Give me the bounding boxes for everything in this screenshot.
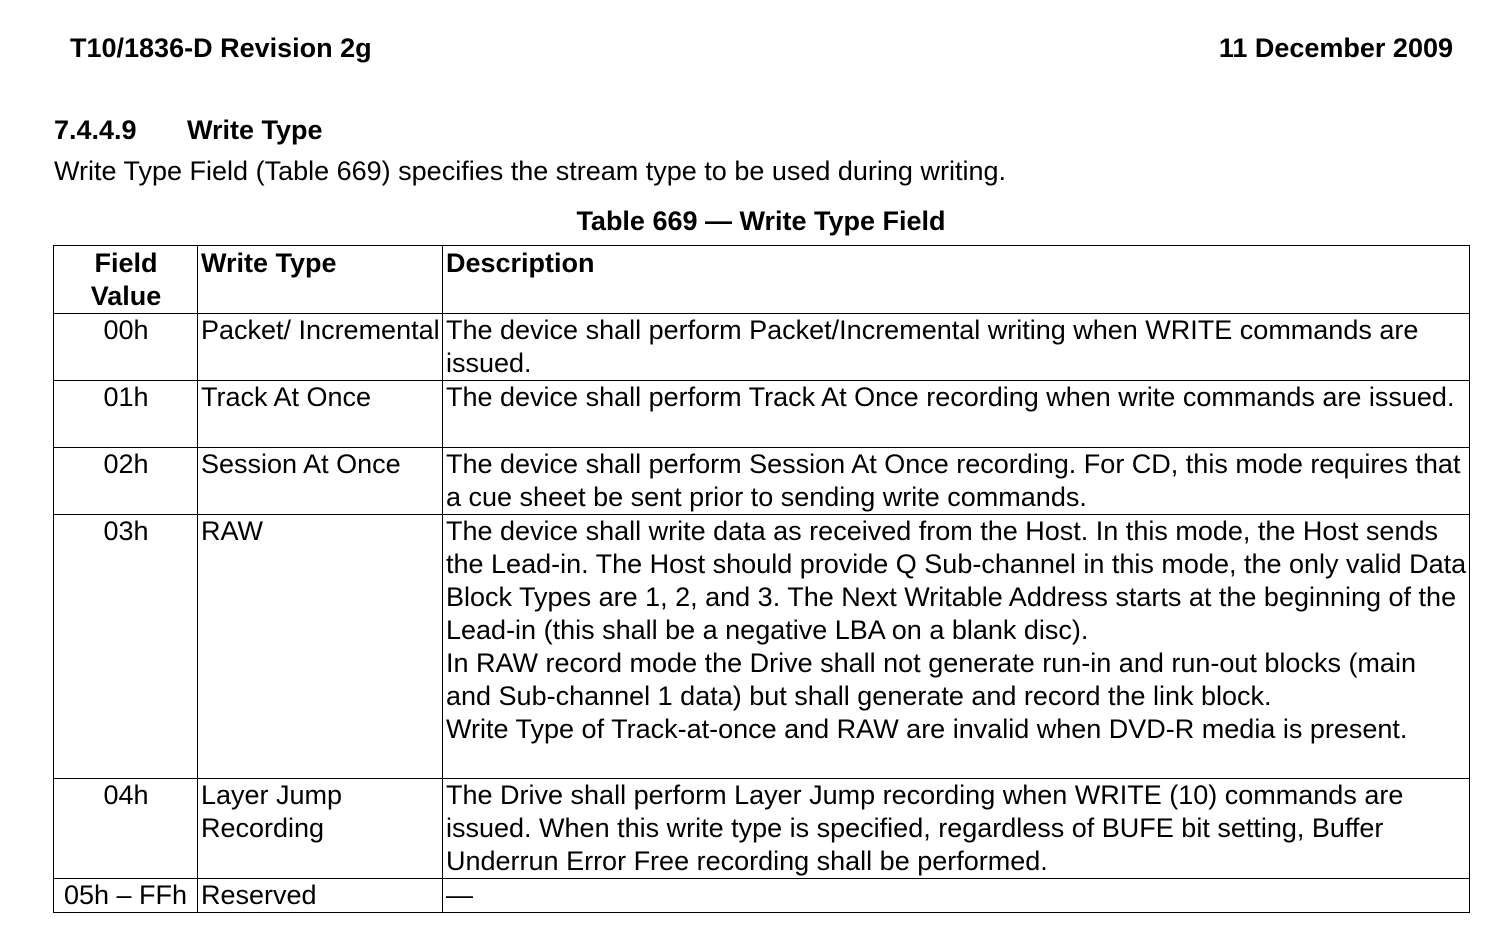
field-value-cell: 04h [54,779,198,879]
table-row [54,314,1470,381]
field-value-cell: 02h [54,448,198,515]
write-type-cell: Layer Jump Recording [198,779,443,879]
header-field-value-line1: Field [94,248,158,278]
description-cell [443,515,1470,779]
section-number: 7.4.4.9 [54,115,137,145]
header-field-value [54,246,198,314]
header-description: Description [443,246,1470,314]
description-paragraph: In RAW record mode the Drive shall not generate run-in and run-out blocks (main and Sub-channel 1 data) but shall generate and record the link block. [446,648,1416,711]
table-row [54,515,1470,779]
write-type-table [53,245,1470,913]
table-row [54,879,1470,913]
document-date: 11 December 2009 [1218,33,1453,63]
field-value-cell: 01h [54,381,198,448]
header-write-type: Write Type [198,246,443,314]
table-header-row [54,246,1470,314]
document-id: T10/1836-D Revision 2g [70,33,372,63]
write-type-cell: Track At Once [198,381,443,448]
description-cell: The Drive shall perform Layer Jump recording when WRITE (10) commands are issued. When this write type is specified, regardless of BUFE bit setting, Buffer Underrun Error Free recording shall be performed. [443,779,1470,879]
field-value-cell: 00h [54,314,198,381]
table-title: Table 669 — Write Type Field [576,206,946,236]
description-cell: The device shall perform Session At Once recording. For CD, this mode requires that a cue sheet be sent prior to sending write commands. [443,448,1470,515]
description-cell: The device shall perform Packet/Incremental writing when WRITE commands are issued. [443,314,1470,381]
description-paragraph: Write Type of Track-at-once and RAW are invalid when DVD-R media is present. [446,714,1408,744]
table-row [54,779,1470,879]
write-type-cell: Session At Once [198,448,443,515]
field-value-cell: 05h – FFh [54,879,198,913]
table-row [54,448,1470,515]
write-type-cell: Reserved [198,879,443,913]
write-type-cell: RAW [198,515,443,779]
field-value-cell: 03h [54,515,198,779]
description-cell: The device shall perform Track At Once recording when write commands are issued. [443,381,1470,448]
section-intro: Write Type Field (Table 669) specifies the stream type to be used during writing. [54,156,1006,186]
header-field-value-line2: Value [90,281,162,311]
write-type-cell: Packet/ Incremental [198,314,443,381]
description-paragraph: The device shall write data as received from the Host. In this mode, the Host sends the Lead-in. The Host should provide Q Sub-channel in this mode, the only valid Data Block Types are 1, 2, and 3. The Next Writable Address starts at the beginning of the Lead-in (this shall be a negative LBA on a blank disc). [446,516,1467,645]
table-row [54,381,1470,448]
section-title: Write Type [187,115,323,145]
section-heading [54,113,323,147]
description-cell: — [443,879,1470,913]
